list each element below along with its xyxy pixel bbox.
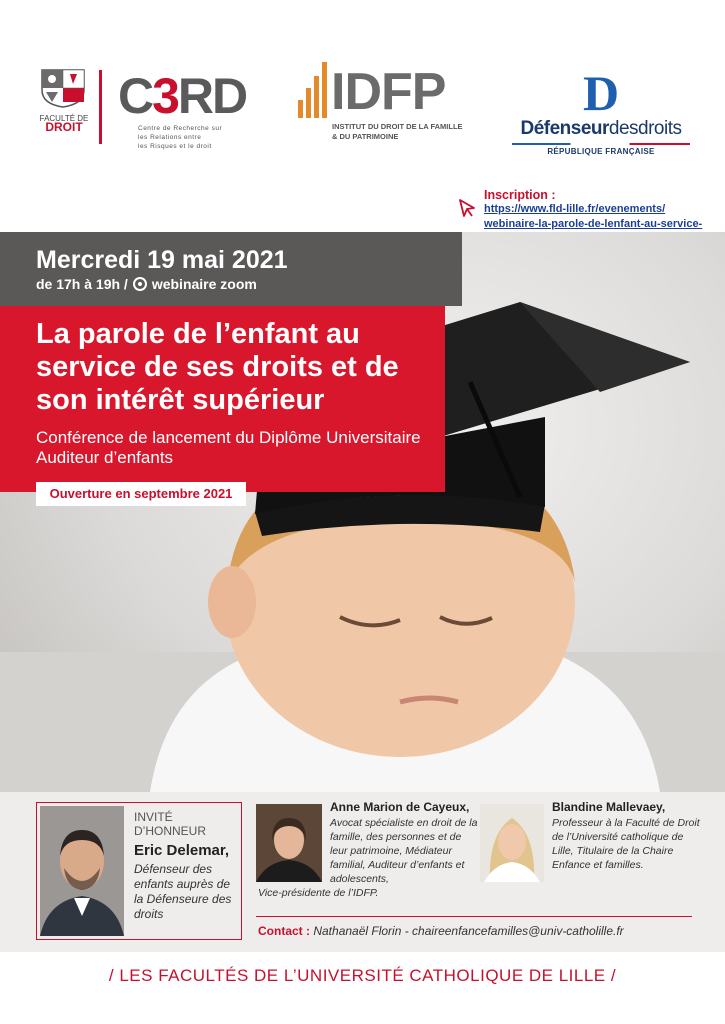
tricolor-line bbox=[512, 143, 690, 145]
event-title: La parole de l’enfant au service de ses droits et de son intérêt supérieur bbox=[36, 318, 399, 416]
c3rd-sub-line2: les Relations entre bbox=[138, 134, 202, 141]
event-time: de 17h à 19h / bbox=[36, 276, 128, 292]
ddd-name-a: Défenseur bbox=[520, 118, 609, 139]
speaker1-photo bbox=[256, 804, 322, 882]
contact-text[interactable]: Nathanaël Florin - chaireenfancefamilles@univ-catholille.fr bbox=[313, 924, 624, 938]
c3rd-sub-line1: Centre de Recherche sur bbox=[138, 125, 223, 132]
event-time-row bbox=[36, 276, 257, 292]
guest-role: Défenseur des enfants auprès de la Défenseure des droits bbox=[134, 862, 232, 921]
speaker1-role-vp: Vice-présidente de l’IDFP. bbox=[258, 887, 379, 899]
idfp-bars-icon bbox=[298, 62, 327, 118]
faculte-droit-logo bbox=[34, 68, 94, 132]
faculte-line1: FACULTÉ DE bbox=[39, 114, 89, 123]
webcam-icon bbox=[133, 277, 147, 291]
contact-line bbox=[258, 924, 624, 938]
faculte-text bbox=[34, 114, 94, 132]
guest-photo bbox=[40, 806, 124, 936]
cursor-click-icon bbox=[456, 196, 478, 220]
c3rd-rd: RD bbox=[177, 68, 247, 124]
c3rd-3: 3 bbox=[152, 68, 178, 124]
event-subtitle: Conférence de lancement du Diplôme Universitaire Auditeur d’enfants bbox=[36, 428, 421, 467]
ddd-letter: D bbox=[582, 65, 620, 121]
c3rd-sub-line3: les Risques et le droit bbox=[138, 143, 212, 150]
logo-divider bbox=[99, 70, 102, 144]
speaker1-name: Anne Marion de Cayeux, bbox=[330, 800, 470, 814]
idfp-wordmark: IDFP bbox=[331, 63, 446, 121]
ddd-republique: RÉPUBLIQUE FRANÇAISE bbox=[547, 147, 655, 156]
inscription-link-line1[interactable]: https://www.fld-lille.fr/evenements/ bbox=[484, 203, 666, 215]
opening-badge: Ouverture en septembre 2021 bbox=[36, 482, 246, 506]
inscription-link-line2[interactable]: webinaire-la-parole-de-lenfant-au-service- bbox=[484, 218, 703, 230]
c3rd-logo bbox=[118, 70, 263, 151]
c3rd-c: C bbox=[118, 68, 153, 124]
event-date: Mercredi 19 mai 2021 bbox=[36, 246, 288, 274]
shield-icon bbox=[40, 68, 86, 108]
logos-band bbox=[0, 0, 725, 185]
ddd-name bbox=[506, 118, 696, 140]
contact-divider bbox=[256, 916, 692, 917]
speaker1-role: Avocat spécialiste en droit de la famille, des personnes et de leur patrimoine, Médiateur familial, Auditeur d’enfants et adolescents, bbox=[330, 817, 478, 885]
inscription-label: Inscription : bbox=[484, 188, 556, 202]
idfp-sub-line1: INSTITUT DU DROIT DE LA FAMILLE bbox=[332, 122, 463, 131]
speaker2-role: Professeur à la Faculté de Droit de l’Université catholique de Lille, Titulaire de la Chaire Enfance et familles. bbox=[552, 817, 700, 871]
speaker2-name: Blandine Mallevaey, bbox=[552, 800, 666, 814]
guest-label: INVITÉ D’HONNEUR bbox=[134, 810, 206, 838]
idfp-logo bbox=[298, 62, 468, 142]
c3rd-wordmark bbox=[118, 70, 263, 122]
contact-label: Contact : bbox=[258, 924, 310, 938]
idfp-subtitle bbox=[332, 122, 468, 142]
ddd-name-b: desdroits bbox=[608, 118, 682, 139]
idfp-sub-line2: & DU PATRIMOINE bbox=[332, 132, 399, 141]
defenseur-des-droits-logo bbox=[506, 65, 696, 156]
event-format: webinaire zoom bbox=[151, 276, 257, 292]
faculte-line2: DROIT bbox=[45, 120, 83, 134]
footer-university: / LES FACULTÉS DE L’UNIVERSITÉ CATHOLIQUE DE LILLE / bbox=[108, 966, 617, 985]
guest-name: Eric Delemar, bbox=[134, 842, 230, 859]
speaker2-photo bbox=[480, 804, 544, 882]
c3rd-subtitle bbox=[138, 124, 263, 151]
